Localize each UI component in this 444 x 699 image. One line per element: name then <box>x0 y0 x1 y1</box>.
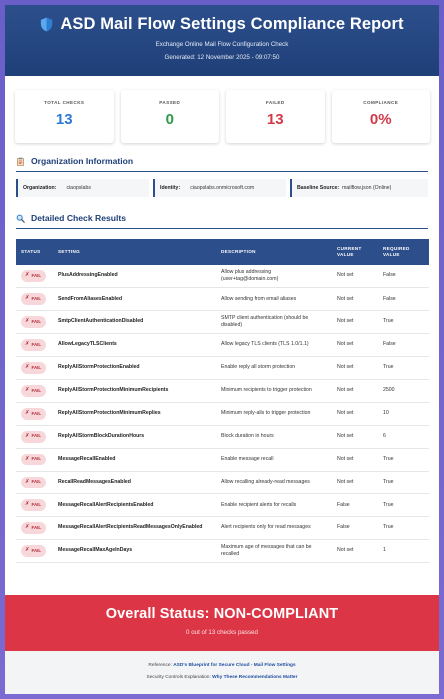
setting-name: ReplyAllStormProtectionMinimumRecipients <box>52 379 217 402</box>
required-value: True <box>379 448 429 471</box>
fail-badge <box>21 408 46 420</box>
cross-icon: ✗ <box>25 524 30 531</box>
header-title-row <box>5 15 439 34</box>
col-status: STATUS <box>21 248 41 254</box>
current-value: Not set <box>333 540 379 563</box>
setting-description: Minimum recipients to trigger protection <box>217 379 333 402</box>
footer-reference-line <box>5 663 439 668</box>
setting-name: MessageRecallAlertRecipientsReadMessagesOnlyEnabled <box>52 517 217 540</box>
fail-badge <box>21 293 46 305</box>
required-value: 1 <box>379 540 429 563</box>
fail-badge <box>21 339 46 351</box>
fail-label: FAIL <box>31 547 42 553</box>
current-value: Not set <box>333 448 379 471</box>
col-description: DESCRIPTION <box>221 248 256 254</box>
page-title: ASD Mail Flow Settings Compliance Report <box>60 15 404 33</box>
fail-badge <box>21 270 46 282</box>
current-value: False <box>333 517 379 540</box>
overall-status-banner <box>5 595 439 651</box>
fail-badge <box>21 362 46 374</box>
current-value: False <box>333 494 379 517</box>
fail-label: FAIL <box>31 387 42 393</box>
cross-icon: ✗ <box>25 272 30 279</box>
table-row <box>16 540 429 563</box>
required-value: False <box>379 288 429 311</box>
status-cell <box>16 402 52 425</box>
section-heading: Organization Information <box>31 156 134 166</box>
fail-badge <box>21 385 46 397</box>
setting-name: AllowLegacyTLSClients <box>52 334 217 357</box>
required-value: 2500 <box>379 379 429 402</box>
fail-label: FAIL <box>31 296 42 302</box>
magnifier-icon <box>16 214 25 223</box>
org-organization-label: Organization: <box>23 185 57 191</box>
fail-label: FAIL <box>31 364 42 370</box>
current-value: Not set <box>333 311 379 334</box>
cross-icon: ✗ <box>25 295 30 302</box>
setting-description: Alert recipients only for read messages <box>217 517 333 540</box>
stats-row <box>5 76 439 143</box>
setting-description: SMTP client authentication (should be disabled) <box>217 311 333 334</box>
explanation-link[interactable]: Why These Recommendations Matter <box>212 675 298 680</box>
stat-value: 13 <box>266 111 284 128</box>
setting-name: PlusAddressingEnabled <box>52 265 217 288</box>
setting-description: Enable message recall <box>217 448 333 471</box>
status-cell <box>16 357 52 380</box>
table-row <box>16 265 429 288</box>
status-cell <box>16 471 52 494</box>
fail-badge <box>21 522 46 534</box>
org-baseline <box>290 179 428 197</box>
table-row <box>16 471 429 494</box>
table-row <box>16 402 429 425</box>
col-required-value: REQUIRED VALUE <box>383 245 410 257</box>
generated-timestamp: Generated: 12 November 2025 - 09:07:50 <box>164 54 280 61</box>
cross-icon: ✗ <box>25 386 30 393</box>
status-cell <box>16 494 52 517</box>
status-cell <box>16 540 52 563</box>
table-row <box>16 379 429 402</box>
setting-description: Enable recipient alerts for recalls <box>217 494 333 517</box>
required-value: True <box>379 494 429 517</box>
cross-icon: ✗ <box>25 478 30 485</box>
org-baseline-value: mailflow.json (Online) <box>342 185 392 191</box>
fail-label: FAIL <box>31 433 42 439</box>
cross-icon: ✗ <box>25 455 30 462</box>
fail-label: FAIL <box>31 479 42 485</box>
stat-value: 13 <box>55 111 73 128</box>
status-cell <box>16 265 52 288</box>
stat-total-checks <box>15 90 114 143</box>
stat-label: PASSED <box>159 100 181 105</box>
table-header-row <box>16 239 429 265</box>
col-setting: SETTING <box>58 248 81 254</box>
setting-name: MessageRecallMaxAgeInDays <box>52 540 217 563</box>
table-row <box>16 425 429 448</box>
fail-badge <box>21 499 46 511</box>
status-cell <box>16 379 52 402</box>
status-cell <box>16 288 52 311</box>
setting-name: ReplyAllStormProtectionMinimumReplies <box>52 402 217 425</box>
fail-label: FAIL <box>31 341 42 347</box>
table-row <box>16 311 429 334</box>
table-row <box>16 517 429 540</box>
required-value: False <box>379 265 429 288</box>
fail-label: FAIL <box>31 273 42 278</box>
status-cell <box>16 517 52 540</box>
stat-compliance <box>332 90 431 143</box>
reference-link[interactable]: ASD's Blueprint for Secure Cloud - Mail Flow Settings <box>173 663 296 668</box>
footer-explanation-line <box>5 675 439 680</box>
cross-icon: ✗ <box>25 501 30 508</box>
org-identity-label: Identity: <box>160 185 181 191</box>
fail-badge <box>21 316 46 328</box>
required-value: 10 <box>379 402 429 425</box>
overall-status: Overall Status: NON-COMPLIANT <box>105 606 339 622</box>
current-value: Not set <box>333 288 379 311</box>
footer-reference-label: Reference: <box>148 663 172 668</box>
setting-name: SmtpClientAuthenticationDisabled <box>52 311 217 334</box>
fail-label: FAIL <box>31 525 42 531</box>
cross-icon: ✗ <box>25 409 30 416</box>
table-row <box>16 357 429 380</box>
setting-name: MessageRecallAlertRecipientsEnabled <box>52 494 217 517</box>
fail-badge <box>21 454 46 466</box>
fail-badge <box>21 545 46 557</box>
fail-label: FAIL <box>31 456 42 462</box>
current-value: Not set <box>333 265 379 288</box>
current-value: Not set <box>333 334 379 357</box>
cross-icon: ✗ <box>25 547 30 554</box>
org-section-title <box>16 156 428 172</box>
current-value: Not set <box>333 402 379 425</box>
check-results-table <box>16 239 429 563</box>
setting-description: Allow legacy TLS clients (TLS 1.0/1.1) <box>217 334 333 357</box>
cross-icon: ✗ <box>25 318 30 325</box>
setting-description: Allow plus addressing (user+tag@domain.com) <box>217 265 333 288</box>
stat-label: TOTAL CHECKS <box>44 100 85 105</box>
page-subtitle: Exchange Online Mail Flow Configuration Check <box>155 41 289 48</box>
setting-description: Allow sending from email aliases <box>217 288 333 311</box>
stat-value: 0% <box>369 111 392 128</box>
stat-label: FAILED <box>265 100 285 105</box>
required-value: 6 <box>379 425 429 448</box>
stat-label: COMPLIANCE <box>363 100 399 105</box>
status-cell <box>16 448 52 471</box>
status-cell <box>16 334 52 357</box>
cross-icon: ✗ <box>25 364 30 371</box>
section-heading: Detailed Check Results <box>31 213 127 223</box>
table-row <box>16 288 429 311</box>
org-info-row <box>16 179 428 197</box>
fail-label: FAIL <box>31 410 42 416</box>
org-organization <box>16 179 149 197</box>
required-value: True <box>379 357 429 380</box>
fail-badge <box>21 431 46 443</box>
setting-description: Allow recalling already-read messages <box>217 471 333 494</box>
required-value: True <box>379 311 429 334</box>
required-value: True <box>379 471 429 494</box>
org-baseline-label: Baseline Source: <box>297 185 340 191</box>
report-header <box>5 5 439 76</box>
required-value: True <box>379 517 429 540</box>
required-value: False <box>379 334 429 357</box>
fail-label: FAIL <box>31 502 42 508</box>
current-value: Not set <box>333 357 379 380</box>
setting-name: ReplyAllStormBlockDurationHours <box>52 425 217 448</box>
report-page <box>5 5 439 694</box>
table-row <box>16 448 429 471</box>
org-identity <box>153 179 286 197</box>
checks-section-title <box>16 213 428 229</box>
org-organization-value: ciaopslabs <box>66 185 91 191</box>
setting-description: Maximum age of messages that can be recalled <box>217 540 333 563</box>
fail-label: FAIL <box>31 319 42 325</box>
setting-description: Minimum reply-alls to trigger protection <box>217 402 333 425</box>
status-cell <box>16 311 52 334</box>
cross-icon: ✗ <box>25 432 30 439</box>
shield-icon <box>40 17 53 32</box>
setting-description: Enable reply all storm protection <box>217 357 333 380</box>
cross-icon: ✗ <box>25 341 30 348</box>
fail-badge <box>21 477 46 489</box>
table-row <box>16 334 429 357</box>
table-body <box>16 265 429 563</box>
setting-name: MessageRecallEnabled <box>52 448 217 471</box>
footer-explanation-label: Security Controls Explanation: <box>146 675 211 680</box>
status-cell <box>16 425 52 448</box>
stat-passed <box>121 90 220 143</box>
org-identity-value: ciaopslabs.onmicrosoft.com <box>190 185 255 191</box>
setting-name: RecallReadMessagesEnabled <box>52 471 217 494</box>
stat-value: 0 <box>165 111 174 128</box>
col-current-value: CURRENT VALUE <box>337 245 362 257</box>
setting-description: Block duration in hours <box>217 425 333 448</box>
current-value: Not set <box>333 425 379 448</box>
clipboard-icon <box>16 157 25 166</box>
current-value: Not set <box>333 379 379 402</box>
setting-name: ReplyAllStormProtectionEnabled <box>52 357 217 380</box>
setting-name: SendFromAliasesEnabled <box>52 288 217 311</box>
overall-summary: 0 out of 13 checks passed <box>186 629 258 636</box>
table-row <box>16 494 429 517</box>
report-footer <box>5 651 439 694</box>
stat-failed <box>226 90 325 143</box>
current-value: Not set <box>333 471 379 494</box>
